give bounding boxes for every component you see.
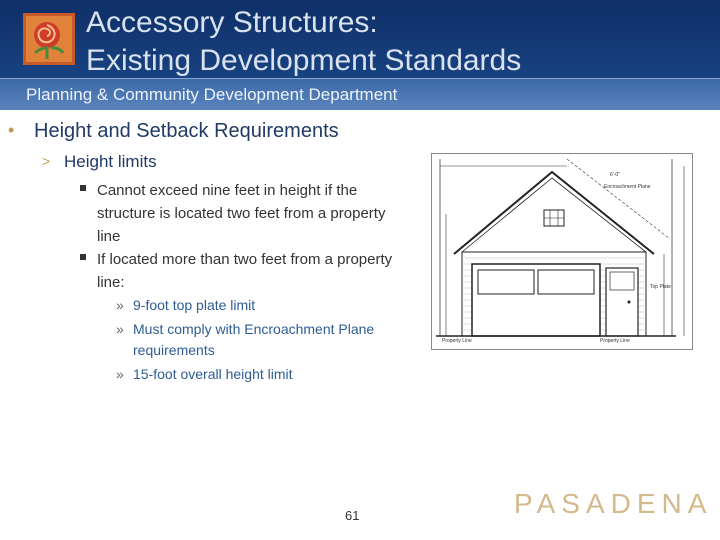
subtitle-bar xyxy=(0,78,720,110)
top-plate-label: Top Plate xyxy=(650,284,671,290)
slide-header xyxy=(0,0,720,110)
department-subtitle: Planning & Community Development Department xyxy=(26,85,398,104)
double-chevron-icon: » xyxy=(116,366,124,382)
bullet-level3 xyxy=(80,248,410,294)
square-bullet-icon xyxy=(80,185,86,191)
dimension-label: 6'-0" xyxy=(610,172,620,178)
pasadena-wordmark: PASADENA xyxy=(514,488,713,519)
bullet-level4 xyxy=(116,295,406,316)
square-bullet-icon xyxy=(80,254,86,260)
title-line-2: Existing Development Standards xyxy=(86,44,522,77)
bullet-level4 xyxy=(116,364,406,385)
bullet-level3-text: If located more than two feet from a property line: xyxy=(97,251,393,291)
bullet-level2-text: Height limits xyxy=(64,152,157,171)
garage-elevation-diagram xyxy=(431,153,693,350)
bullet-level4-text: Must comply with Encroachment Plane requirements xyxy=(133,321,375,358)
bullet-level4-text: 15-foot overall height limit xyxy=(133,366,293,382)
bullet-level3 xyxy=(80,179,410,248)
garage-drawing xyxy=(432,154,692,349)
bullet-dot-icon: • xyxy=(8,120,15,140)
double-chevron-icon: » xyxy=(116,321,124,337)
title-line-1: Accessory Structures: xyxy=(86,6,378,39)
encroachment-plane-label: Encroachment Plane xyxy=(604,184,651,190)
chevron-right-icon: > xyxy=(42,153,51,169)
bullet-level4-text: 9-foot top plate limit xyxy=(133,297,256,313)
double-chevron-icon: » xyxy=(116,297,124,313)
bullet-level1-text: Height and Setback Requirements xyxy=(34,120,339,142)
slide-title xyxy=(86,4,706,80)
encroachment-plane-slope xyxy=(567,159,670,239)
property-line-label: Property Line xyxy=(600,338,630,344)
rose-logo-icon xyxy=(23,13,75,65)
property-line-label: Property Line xyxy=(442,338,472,344)
bullet-level3-text: Cannot exceed nine feet in height if the structure is located two feet from a property line xyxy=(97,182,386,245)
page-number: 61 xyxy=(345,508,360,523)
bullet-level4 xyxy=(116,319,406,361)
